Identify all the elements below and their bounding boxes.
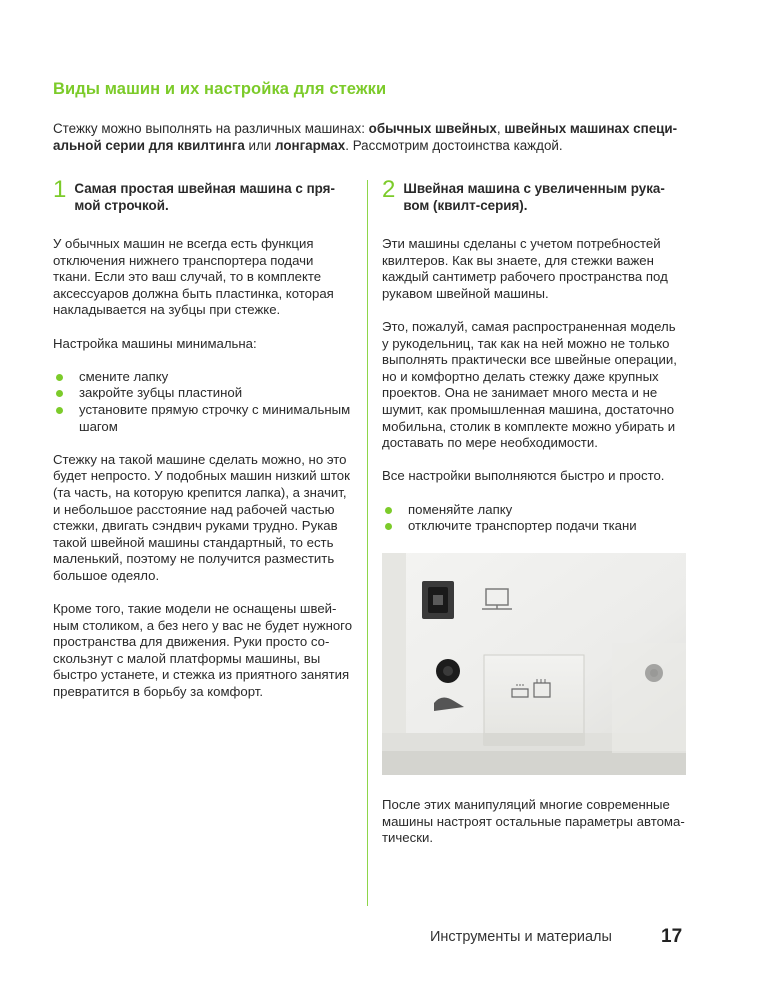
section-2-heading <box>382 176 682 214</box>
list-item-text: установите прямую строчку с минимальным шагом <box>79 401 351 434</box>
column-right <box>382 176 682 551</box>
section-1-paragraph-1: У обычных машин не всегда есть функция отключения нижнего транспортера подачи ткани. Если это ваш случай, то в комплекте аксессуаров должна быть пластинка, которая накладывается на зубцы при стежке. <box>53 236 334 318</box>
section-2-number: 2 <box>382 176 396 203</box>
list-item-text: смените лапку <box>79 368 169 384</box>
bullet-dot-icon <box>385 523 392 530</box>
section-1-paragraph-4: Кроме того, такие модели не оснащены швей-ным столиком, а без него у вас не будет нужного пространства для движения. Руки просто со-скользнут с малой платформы машины, вы быстро устанете, и стежка из приятного занятия превратится в борьбу за комфорт. <box>53 601 353 700</box>
column-left <box>53 176 353 717</box>
list-item <box>53 385 353 402</box>
list-item-text: отключите транспортер подачи ткани <box>408 518 637 534</box>
list-item <box>382 502 682 519</box>
section-1-paragraph-3: Стежку на такой машине сделать можно, но это будет непросто. У подобных машин низкий шток (та часть, на которую крепится лапка), а значит, и небольшое расстояние над рабочей частью стежки, двигать сэндвич руками трудно. Рукав такой швейной машины стандартный, то есть маленький, поэтому не получится разместить большое одеяло. <box>53 451 350 583</box>
page-title: Виды машин и их настройка для стежки <box>53 80 387 98</box>
section-2-heading-text: Швейная машина с увеличенным рука-вом (квилт-серия). <box>403 181 665 213</box>
intro-text-3: или <box>244 138 275 153</box>
intro-text-4: . Рассмотрим достоинства каждой. <box>345 138 563 153</box>
section-1-bullet-list <box>53 369 353 435</box>
section-2-paragraph-3: Все настройки выполняются быстро и просто. <box>382 468 665 484</box>
section-2-bullet-list <box>382 502 682 535</box>
bullet-dot-icon <box>56 407 63 414</box>
section-2-paragraph-1: Эти машины сделаны с учетом потребностей квилтеров. Как вы знаете, для стежки важен каждый сантиметр рабочего пространства под рукавом швейной машины. <box>382 236 668 301</box>
bullet-dot-icon <box>385 507 392 514</box>
intro-bold-2: швейных машинах специ-альной серии для квилтинга <box>53 121 678 153</box>
intro-text-1: Стежку можно выполнять на различных машинах: <box>53 121 369 136</box>
intro-bold-1: обычных швейных <box>368 121 497 136</box>
machine-ports-illustration <box>382 553 686 775</box>
section-1-heading <box>53 176 353 214</box>
column-divider <box>367 180 368 906</box>
page-number: 17 <box>661 926 683 947</box>
footer-section-title: Инструменты и материалы <box>430 929 612 945</box>
bullet-dot-icon <box>56 390 63 397</box>
list-item <box>382 518 682 535</box>
bullet-dot-icon <box>56 374 63 381</box>
section-1-heading-text: Самая простая швейная машина с пря-мой строчкой. <box>74 181 335 213</box>
list-item-text: закройте зубцы пластиной <box>79 385 243 401</box>
intro-bold-3: лонгармах <box>275 138 346 153</box>
sewing-machine-ports-photo <box>382 553 686 775</box>
list-item <box>53 369 353 386</box>
intro-paragraph <box>53 120 693 154</box>
section-1-number: 1 <box>53 176 67 203</box>
section-1-paragraph-2: Настройка машины минимальна: <box>53 335 257 351</box>
list-item <box>53 402 353 435</box>
section-2-paragraph-2: Это, пожалуй, самая распространенная модель у рукодельниц, так как на ней можно не только выполнять практически все швейные операции, но и комфортно делать стежку даже крупных проектов. Она не занимает много места и не шумит, как промышленная машина, достаточно мобильна, столик в комплекте можно убирать и доставать по мере необходимости. <box>382 318 677 451</box>
intro-text-2: , <box>496 121 505 136</box>
list-item-text: поменяйте лапку <box>408 501 513 517</box>
section-2-after-photo-text: После этих манипуляций многие современные машины настроят остальные параметры автома-тически. <box>382 797 685 846</box>
